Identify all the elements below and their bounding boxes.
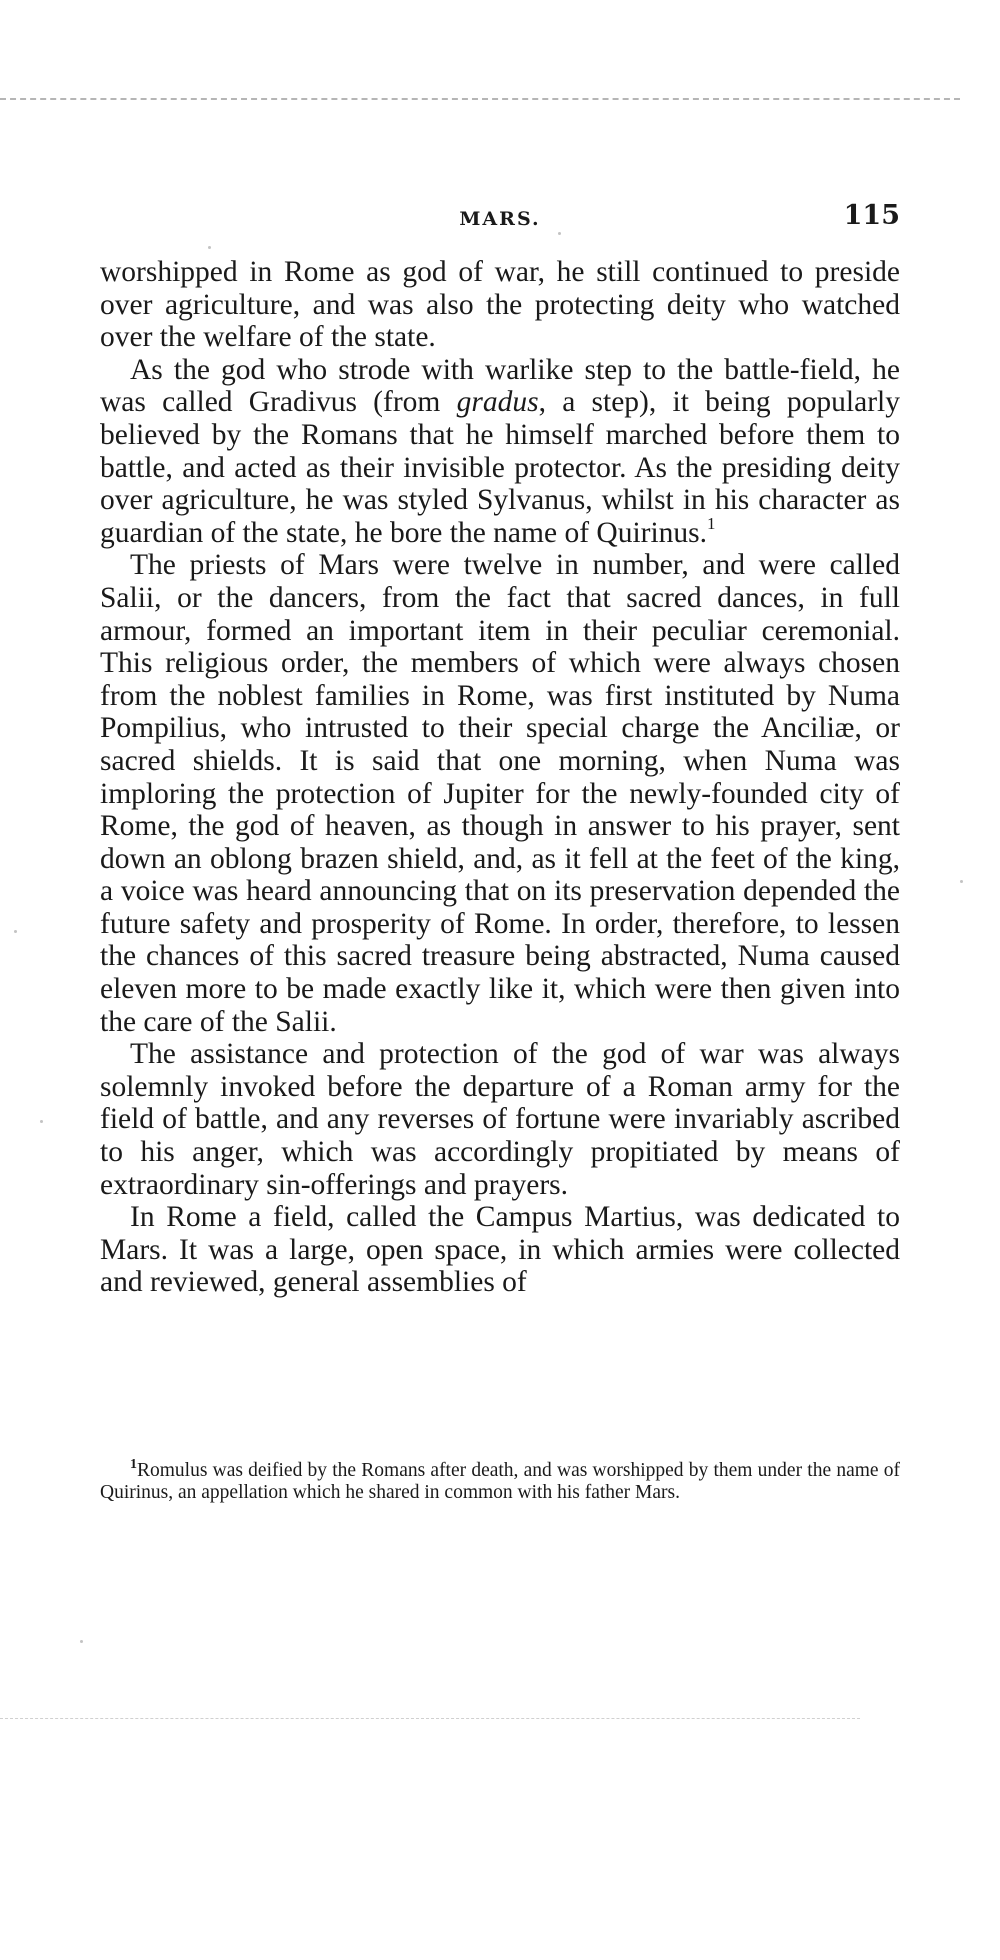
paragraph-text: As the god who strode with warlike step to the battle-field, he was called Gradivus (from [100,353,900,419]
paragraph: The priests of Mars were twelve in number, and were called Salii, or the dancers, from the fact that sacred dances, in full armour, formed an important item in their peculiar ceremonial. This religious order, the members of which were always chosen from the noblest families in Rome, was first instituted by Numa Pompilius, who intrusted to their special charge the Anciliæ, or sacred shields. It is said that one morning, when Numa was imploring the protection of Jupiter for the newly-founded city of Rome, the god of heaven, as though in answer to his prayer, sent down an oblong brazen shield, and, as it fell at the feet of the king, a voice was heard announcing that on its preservation depended the future safety and prosperity of Rome. In order, therefore, to lessen the chances of this sacred treasure being abstracted, Numa caused eleven more to be made exactly like it, which were then given into the care of the Salii. [100,549,900,1038]
scan-artifact-line [0,1718,860,1719]
footnote [100,1456,900,1504]
scan-speck [208,246,211,249]
scan-speck [40,1120,43,1123]
running-title: MARS. [459,208,541,230]
page-number: 115 [843,200,900,231]
footnote-marker: 1 [130,1456,137,1472]
paragraph: The assistance and protection of the god of war was always solemnly invoked before the departure of a Roman army for the field of battle, and any reverses of fortune were invariably ascribed to his anger, which was accordingly propitiated by means of extraordinary sin-offerings and prayers. [100,1038,900,1201]
footnote-reference[interactable]: 1 [707,513,716,533]
scan-speck [960,880,963,883]
footnote-text: Romulus was deified by the Romans after death, and was worshipped by them under the name of Quirinus, an appellation which he shared in common with his father Mars. [100,1460,900,1503]
scan-speck [80,1640,83,1643]
paragraph: In Rome a field, called the Campus Martius, was dedicated to Mars. It was a large, open space, in which armies were collected and reviewed, general assemblies of [100,1201,900,1299]
scan-artifact-line [0,98,960,100]
running-head [100,200,900,240]
paragraph-text: , a step), it being popularly believed by the Romans that he himself marched before them to battle, and acted as their invisible protector. As the presiding deity over agriculture, he was styled Sylvanus, whilst in his character as guardian of the state, he bore the name of Quirinus. [100,386,900,549]
footnote-paragraph [100,1456,900,1504]
italic-term: gradus [456,386,539,419]
paragraph [100,354,900,550]
scan-speck [14,930,17,933]
paragraph: worshipped in Rome as god of war, he still continued to preside over agriculture, and was also the protecting deity who watched over the welfare of the state. [100,256,900,354]
body-text [100,256,900,1299]
